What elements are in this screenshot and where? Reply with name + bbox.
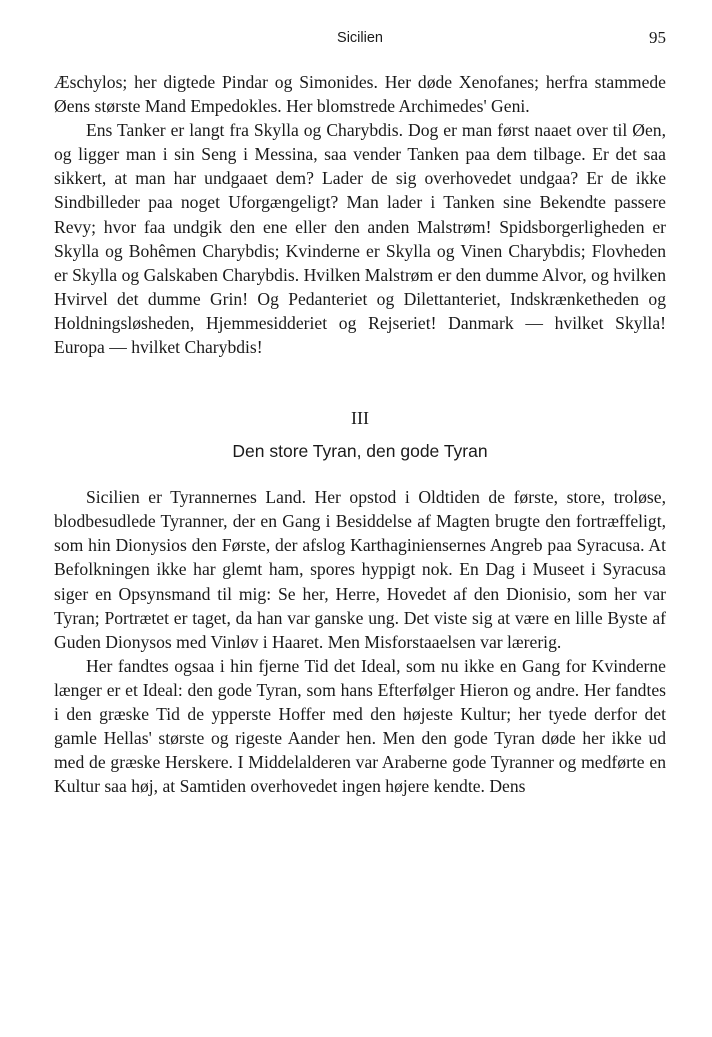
section-numeral: III (351, 408, 369, 429)
running-title: Sicilien (337, 30, 383, 46)
running-header (54, 24, 666, 52)
paragraph: Her fandtes ogsaa i hin fjerne Tid det Ideal, som nu ikke en Gang for Kvinderne længer er et Ideal: den gode Tyran, som hans Efterfølger Hieron og andre. Her fandtes i den græske Tid de ypperste Hoffer med den højeste Kultur; her tyede derfor det gamle Hellas' største og rigeste Aander hen. Men den gode Tyran døde her ikke ud med de græske Herskere. I Middelalderen var Araberne gode Tyranner og medførte en Kultur saa høj, at Samtiden overhovedet ingen højere kendte. Dens (54, 655, 666, 797)
paragraph: Sicilien er Tyrannernes Land. Her opstod i Oldtiden de første, store, troløse, blodbesudlede Tyranner, der en Gang i Besiddelse af Magten brugte den fortræffeligt, som hin Dionysios den Første, der afslog Karthaginiensernes Angreb paa Syracusa. At Befolkningen ikke har glemt ham, spores hyppigt nok. En Dag i Museet i Syracusa siger en Opsynsmand til mig: Se her, Herre, Hovedet af den Dionisio, som her var Tyran; Portrætet er taget, da han var ganske ung. Det viste sig at være en lille Byste af Guden Dionysos med Vinløv i Haaret. Men Misforstaaelsen var lærerig. (54, 487, 666, 652)
paragraph: Æschylos; her digtede Pindar og Simonides. Her døde Xenofanes; herfra stammede Øens største Mand Empedokles. Her blomstrede Archimedes' Geni. (54, 72, 666, 117)
paragraph: Ens Tanker er langt fra Skylla og Charybdis. Dog er man først naaet over til Øen, og ligger man i sin Seng i Messina, saa vender Tanken paa dem tilbage. Er det saa sikkert, at man har undgaaet dem? Lader de sig overhovedet undgaa? Er de ikke Sindbilleder paa noget Uforgængeligt? Man lader i Tanken sine Bekendte passere Revy; hvor faa undgik den ene eller den anden Malstrøm! Spidsborgerligheden er Skylla og Bohêmen Charybdis; Kvinderne er Skylla og Vinen Charybdis; Flovheden er Skylla og Galskaben Charybdis. Hvilken Malstrøm er den dumme Alvor, og hvilken Hvirvel det dumme Grin! Og Pedanteriet og Dilettanteriet, Indskrænketheden og Holdningsløsheden, Hjemmesidderiet og Rejseriet! Danmark — hvilket Skylla! Europa — hvilket Charybdis! (54, 120, 666, 358)
body-text-top (54, 70, 666, 359)
page-number: 95 (649, 28, 666, 47)
section-title: Den store Tyran, den gode Tyran (232, 441, 488, 462)
body-text-bottom (54, 485, 666, 798)
book-page (54, 24, 666, 798)
